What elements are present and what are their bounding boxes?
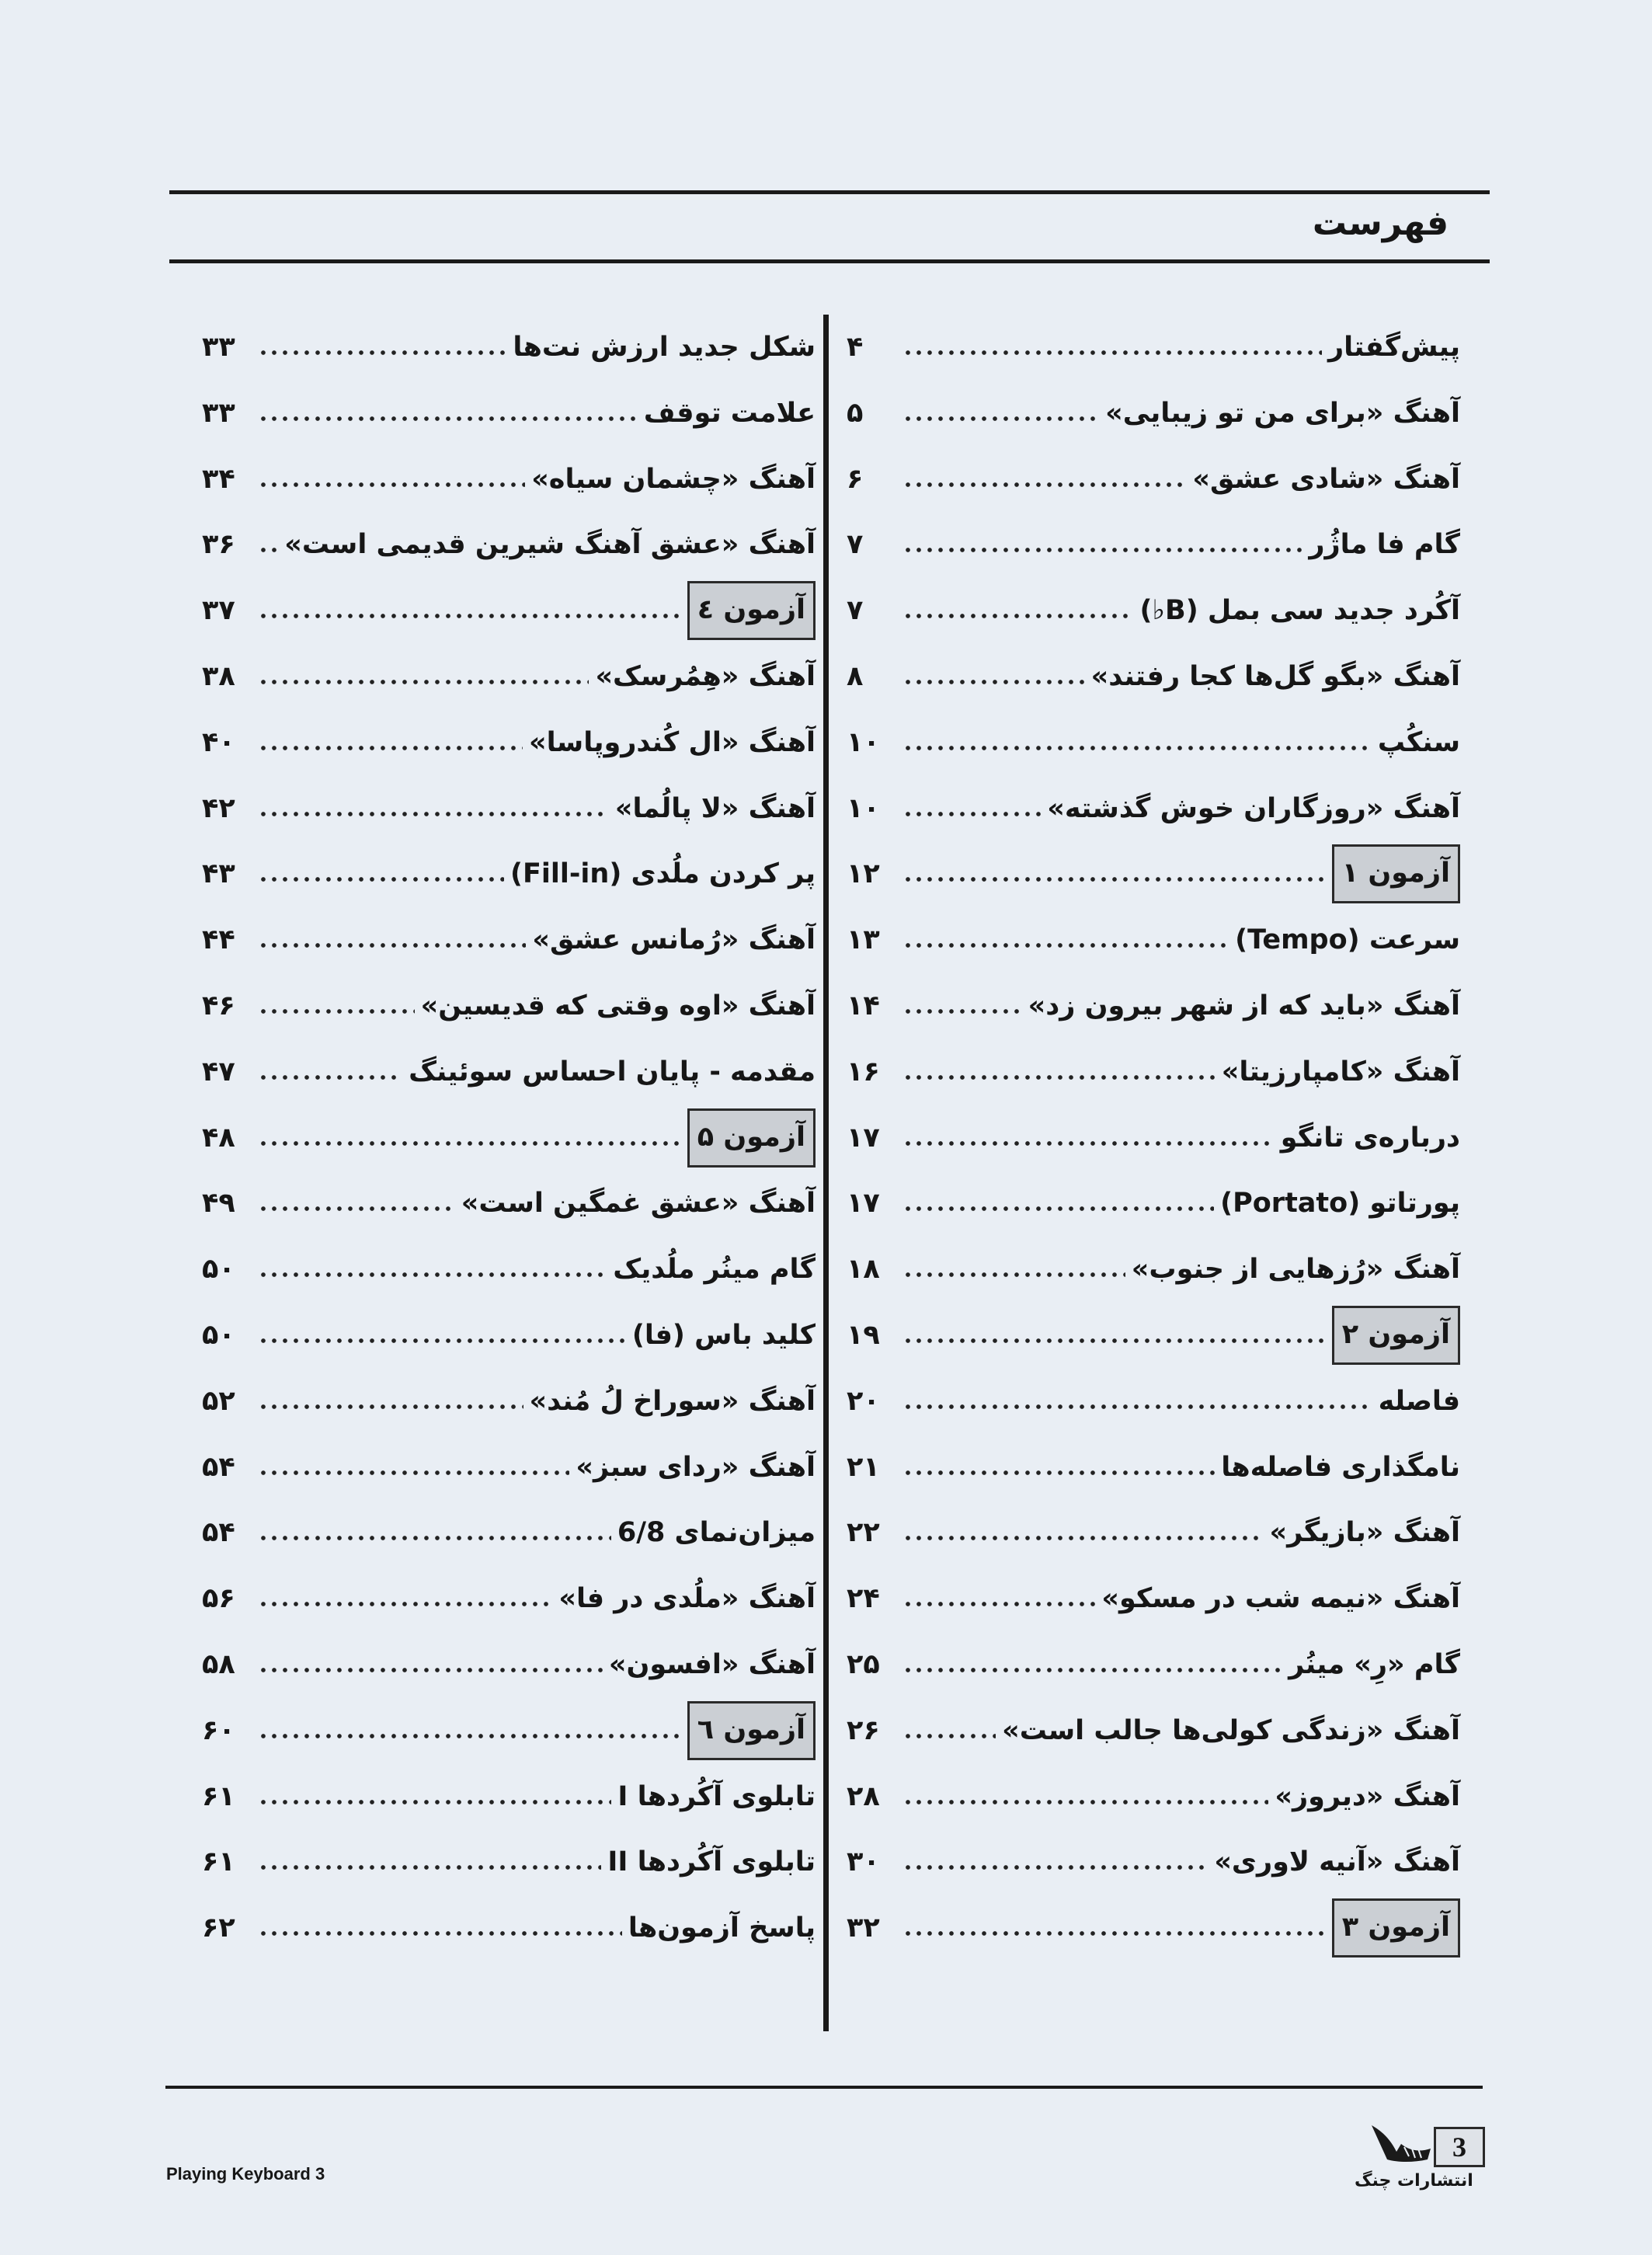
toc-entry-label: پر کردن ملُدی (Fill-in)	[510, 858, 816, 890]
dot-leader	[903, 479, 1186, 490]
dot-leader	[903, 874, 1326, 885]
dot-leader	[903, 809, 1041, 820]
toc-page-number: ۳۳	[202, 397, 235, 429]
toc-entry-label: تابلوی آکُردها II	[607, 1846, 816, 1878]
dot-leader	[903, 545, 1302, 555]
toc-entry	[847, 1105, 1460, 1171]
toc-entry	[202, 1500, 816, 1565]
toc-entry	[202, 1435, 816, 1500]
toc-page-number: ۳۳	[202, 332, 235, 363]
toc-entry	[847, 315, 1460, 380]
toc-entry-label: فاصله	[1378, 1385, 1460, 1417]
toc-entry-label: مقدمه - پایان احساس سوئینگ	[409, 1056, 816, 1087]
toc-entry-label: آهنگ «دیروز»	[1275, 1780, 1460, 1812]
dot-leader	[258, 1138, 681, 1149]
toc-entry-label: شکل جدید ارزش نت‌ها	[513, 332, 816, 363]
toc-page-number: ۱۶	[847, 1056, 880, 1087]
toc-entry	[847, 1435, 1460, 1500]
page-title: فهرست	[1312, 204, 1449, 243]
toc-entry	[202, 841, 816, 907]
toc-page-number: ۶۱	[202, 1780, 235, 1812]
dot-leader	[903, 1599, 1095, 1609]
dot-leader	[903, 1665, 1282, 1676]
toc-page-number: ۱۷	[847, 1188, 880, 1220]
toc-entry	[202, 1303, 816, 1368]
toc-page-number: ۳۷	[202, 595, 235, 627]
toc-page-number: ۱۲	[847, 858, 880, 890]
top-rule	[169, 190, 1490, 194]
toc-page-number: ۳۸	[202, 661, 235, 692]
toc-entry	[847, 578, 1460, 643]
dot-leader	[258, 1401, 523, 1412]
toc-page-number: ۴۹	[202, 1188, 235, 1220]
toc-entry-label: آهنگ «لا پالُما»	[614, 792, 816, 824]
toc-entry-label: آهنگ «بگو گل‌ها کجا رفتند»	[1090, 661, 1460, 692]
toc-entry	[847, 1171, 1460, 1236]
toc-entry-label: آهنگ «شادی عشق»	[1192, 463, 1460, 495]
toc-entry	[847, 841, 1460, 907]
toc-entry-label: آهنگ «افسون»	[608, 1649, 816, 1680]
dot-leader	[903, 1731, 996, 1742]
dot-leader	[903, 1138, 1275, 1149]
dot-leader	[258, 545, 278, 555]
toc-entry	[847, 1698, 1460, 1763]
dot-leader	[258, 1467, 569, 1478]
toc-page-number: ۲۵	[847, 1649, 880, 1680]
toc-page-number: ۲۴	[847, 1583, 880, 1615]
toc-entry	[847, 973, 1460, 1039]
book-title: Playing Keyboard 3	[166, 2164, 325, 2184]
dot-leader	[258, 677, 589, 687]
toc-page-number: ۷	[847, 595, 864, 627]
toc-page-number: ۱۴	[847, 990, 880, 1021]
toc-entry-label: علامت توقف	[643, 397, 816, 429]
toc-entry-label: آهنگ «زندگی کولی‌ها جالب است»	[1002, 1714, 1460, 1746]
dot-leader	[258, 743, 523, 753]
toc-page-number: ۵۰	[202, 1254, 235, 1286]
toc-entry	[202, 1829, 816, 1895]
toc-page-number: ۴۴	[202, 924, 235, 956]
toc-entry-label: پاسخ آزمون‌ها	[628, 1912, 816, 1944]
toc-entry-label: آهنگ «بازیگر»	[1269, 1517, 1460, 1549]
publisher-name: انتشارات چنگ	[1355, 2171, 1473, 2191]
toc-page-number: ۶	[847, 463, 864, 495]
toc-entry	[202, 907, 816, 973]
toc-page-number: ۳۴	[202, 463, 235, 495]
toc-entry-label: آهنگ «عشق غمگین است»	[461, 1188, 816, 1220]
column-divider	[823, 315, 829, 2031]
toc-page-number: ۱۰	[847, 726, 880, 758]
dot-leader	[903, 1335, 1326, 1346]
dot-leader	[903, 1862, 1208, 1873]
dot-leader	[258, 940, 526, 951]
toc-entry-label: آهنگ «روزگاران خوش گذشته»	[1047, 792, 1460, 824]
toc-entry	[847, 1039, 1460, 1105]
toc-page-number: ۵۰	[202, 1320, 235, 1351]
toc-page-number: ۴۲	[202, 792, 235, 824]
toc-page-number: ۴	[847, 332, 864, 363]
toc-page-number: ۱۳	[847, 924, 880, 956]
toc-page-number: ۳۶	[202, 529, 235, 561]
toc-page-number: ۱۹	[847, 1320, 880, 1351]
toc-page-number: ۲۲	[847, 1517, 880, 1549]
toc-entry	[847, 1303, 1460, 1368]
toc-page-number: ۱۰	[847, 792, 880, 824]
dot-leader	[903, 1006, 1022, 1017]
toc-page-number: ۲۸	[847, 1780, 880, 1812]
toc-entry-label: آکُرد جدید سی بمل (B♭)	[1139, 595, 1460, 627]
toc-entry	[202, 1105, 816, 1171]
toc-entry-label: سنکُپ	[1377, 726, 1460, 758]
toc-entry	[847, 1632, 1460, 1697]
toc-entry	[202, 315, 816, 380]
toc-entry-label: آهنگ «نیمه شب در مسکو»	[1101, 1583, 1460, 1615]
dot-leader	[903, 413, 1099, 424]
toc-entry-label: آهنگ «سوراخ لُ مُند»	[529, 1385, 816, 1417]
toc-entry	[202, 1039, 816, 1105]
dot-leader	[258, 1533, 611, 1543]
toc-page-number: ۴۰	[202, 726, 235, 758]
toc-entry	[202, 1369, 816, 1434]
toc-entry	[847, 1237, 1460, 1302]
toc-entry	[847, 1369, 1460, 1434]
toc-page-number: ۳۲	[847, 1912, 880, 1944]
toc-entry-label: تابلوی آکُردها I	[617, 1780, 816, 1812]
toc-page-number: ۵۸	[202, 1649, 235, 1680]
toc-quiz-label: آزمون ۳	[1332, 1898, 1460, 1957]
toc-page-number: ۱۸	[847, 1254, 880, 1286]
toc-column-right	[847, 315, 1460, 2031]
toc-page-number: ۸	[847, 661, 864, 692]
toc-entry-label: نامگذاری فاصله‌ها	[1221, 1451, 1460, 1483]
toc-quiz-label: آزمون ٤	[687, 581, 816, 640]
toc-entry	[847, 1895, 1460, 1961]
toc-quiz-label: آزمون ۲	[1332, 1306, 1460, 1365]
toc-entry	[202, 973, 816, 1039]
toc-entry-label: آهنگ «اوه وقتی که قدیسین»	[420, 990, 816, 1021]
toc-entry	[202, 447, 816, 512]
toc-page-number: ۴۷	[202, 1056, 235, 1087]
toc-entry	[847, 1764, 1460, 1829]
toc-entry	[847, 776, 1460, 841]
toc-entry-label: آهنگ «ال کُندروپاسا»	[529, 726, 816, 758]
dot-leader	[258, 611, 681, 621]
toc-page-number: ۵۴	[202, 1451, 235, 1483]
toc-page-number: ۴۳	[202, 858, 235, 890]
toc-entry	[202, 710, 816, 775]
toc-page-number: ۳۰	[847, 1846, 880, 1878]
toc-entry	[202, 644, 816, 709]
toc-entry	[202, 512, 816, 577]
toc-entry-label: آهنگ «رُمانس عشق»	[532, 924, 816, 956]
dot-leader	[258, 1797, 611, 1808]
toc-quiz-label: آزمون ۱	[1332, 844, 1460, 903]
toc-entry-label: آهنگ «ملُدی در فا»	[558, 1583, 816, 1615]
toc-page-number: ۵۴	[202, 1517, 235, 1549]
toc-entry	[202, 381, 816, 446]
dot-leader	[903, 1467, 1215, 1478]
toc-entry	[202, 1566, 816, 1631]
page-number-box: 3	[1434, 2127, 1485, 2167]
toc-entry-label: درباره‌ی تانگو	[1280, 1122, 1460, 1154]
toc-page-number: ۷	[847, 529, 864, 561]
toc-entry	[847, 644, 1460, 709]
dot-leader	[258, 1203, 455, 1214]
dot-leader	[258, 809, 609, 820]
toc-entry	[202, 1698, 816, 1763]
dot-leader	[258, 1665, 603, 1676]
toc-page-number: ۵	[847, 397, 864, 429]
toc-page-number: ۴۸	[202, 1122, 235, 1154]
toc-entry	[202, 776, 816, 841]
toc-quiz-label: آزمون ۵	[687, 1108, 816, 1168]
toc-entry-label: آهنگ «باید که از شهر بیرون زد»	[1028, 990, 1460, 1021]
toc-entry-label: گام مینُر ملُدیک	[613, 1254, 816, 1286]
toc-entry-label: آهنگ «هِمُرسک»	[595, 661, 816, 692]
toc-entry	[202, 1632, 816, 1697]
dot-leader	[903, 1928, 1326, 1939]
dot-leader	[258, 874, 504, 885]
toc-entry-label: آهنگ «رُزهایی از جنوب»	[1131, 1254, 1460, 1286]
toc-entry-label: آهنگ «کامپارزیتا»	[1221, 1056, 1460, 1087]
dot-leader	[903, 1401, 1372, 1412]
toc-page-number: ۴۶	[202, 990, 235, 1021]
toc-quiz-label: آزمون ٦	[687, 1701, 816, 1760]
toc-entry-label: آهنگ «عشق آهنگ شیرین قدیمی است»	[284, 529, 816, 561]
dot-leader	[903, 940, 1229, 951]
toc-entry	[847, 1829, 1460, 1895]
toc-page-number: ۲۶	[847, 1714, 880, 1746]
dot-leader	[258, 347, 506, 358]
dot-leader	[258, 1335, 626, 1346]
toc-entry-label: پورتاتو (Portato)	[1220, 1188, 1460, 1220]
toc-page-number: ۶۲	[202, 1912, 235, 1944]
toc-entry-label: آهنگ «آنیه لاوری»	[1214, 1846, 1460, 1878]
heading-rule	[169, 259, 1490, 263]
dot-leader	[258, 1072, 402, 1083]
toc-entry-label: گام فا ماژُر	[1309, 529, 1460, 561]
toc-entry	[202, 1171, 816, 1236]
toc-entry-label: سرعت (Tempo)	[1235, 924, 1460, 956]
toc-entry	[847, 447, 1460, 512]
footer-rule	[165, 2086, 1483, 2089]
dot-leader	[258, 1862, 601, 1873]
dot-leader	[258, 479, 525, 490]
toc-page-number: ۵۶	[202, 1583, 235, 1615]
harp-logo-icon	[1367, 2121, 1434, 2167]
dot-leader	[903, 677, 1085, 687]
toc-entry	[202, 578, 816, 643]
toc-entry	[847, 907, 1460, 973]
toc-entry-label: آهنگ «چشمان سیاه»	[531, 463, 816, 495]
toc-entry-label: آهنگ «ردای سبز»	[576, 1451, 816, 1483]
dot-leader	[258, 1269, 607, 1280]
toc-entry	[847, 710, 1460, 775]
dot-leader	[258, 1006, 415, 1017]
dot-leader	[903, 347, 1322, 358]
toc-entry-label: پیش‌گفتار	[1327, 332, 1460, 363]
toc-entry	[202, 1237, 816, 1302]
dot-leader	[903, 1797, 1268, 1808]
toc-page-number: ۱۷	[847, 1122, 880, 1154]
dot-leader	[903, 743, 1372, 753]
dot-leader	[258, 1928, 622, 1939]
toc-page-number: ۶۰	[202, 1714, 235, 1746]
toc-page-number: ۲۱	[847, 1451, 880, 1483]
dot-leader	[903, 611, 1133, 621]
toc-entry-label: میزان‌نمای 6/8	[617, 1517, 816, 1549]
toc-entry	[847, 1500, 1460, 1565]
dot-leader	[258, 1599, 552, 1609]
dot-leader	[903, 1203, 1214, 1214]
toc-entry	[202, 1895, 816, 1961]
toc-entry	[847, 381, 1460, 446]
toc-entry-label: آهنگ «برای من تو زیبایی»	[1105, 397, 1460, 429]
dot-leader	[903, 1269, 1125, 1280]
toc-page-number: ۶۱	[202, 1846, 235, 1878]
dot-leader	[903, 1533, 1264, 1543]
dot-leader	[903, 1072, 1216, 1083]
toc-column-left	[202, 315, 816, 2031]
dot-leader	[258, 413, 638, 424]
toc-entry-label: کلید باس (فا)	[631, 1320, 816, 1351]
toc-entry	[847, 1566, 1460, 1631]
toc-entry-label: گام «رِ» مینُر	[1289, 1649, 1460, 1680]
dot-leader	[258, 1731, 681, 1742]
toc-page-number: ۲۰	[847, 1385, 880, 1417]
toc-page-number: ۵۲	[202, 1385, 235, 1417]
toc-entry	[202, 1764, 816, 1829]
toc-entry	[847, 512, 1460, 577]
